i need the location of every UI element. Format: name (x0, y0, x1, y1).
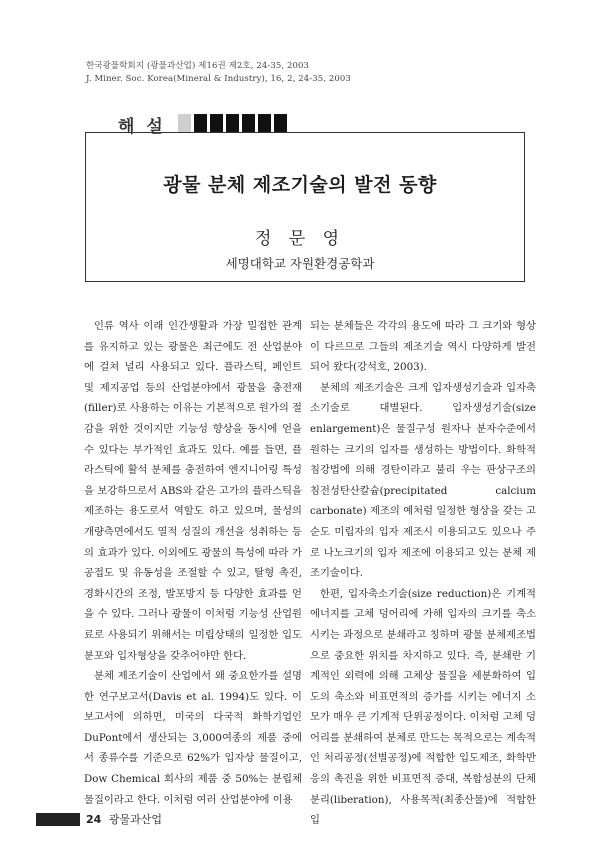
page-footer (86, 811, 162, 827)
paragraph: 인류 역사 이래 인간생활과 가장 밀접한 관계를 유지하고 있는 광물은 최근에도 전 산업분야에 걸쳐 널리 사용되고 있다. 플라스틱, 페인트 및 제지공업 등의 산업분야에서 광물을 충전재(filler)로 사용하는 이유는 기본적으로 원가의 절감을 위한 것이지만 기능성 향상을 동시에 얻을 수 있다는 부가적인 효과도 있다. 예를 들면, 플라스틱에 활석 분체를 충전하여 엔지니어링 특성을 보강하므로서 ABS와 같은 고가의 플라스틱을 제조하는 용도로서 역할도 하고 있으며, 물성의 개량측면에서도 열적 성질의 개선을 성취하는 등의 효과가 있다. 이외에도 광물의 특성에 따라 가공접도 및 유동성을 조절할 수 있고, 탈형 촉진, 경화시간의 조정, 발포방지 등 다양한 효과를 얻을 수 있다. 그러나 광물이 이처럼 기능성 산업원료로 사용되기 위해서는 미립상태의 일정한 입도분포와 입자형상을 갖추어야만 한다. (84, 320, 302, 662)
page-number: 24 (86, 813, 102, 826)
section-decoration (178, 114, 287, 132)
publication-name: 광물과산업 (108, 813, 162, 826)
journal-header (86, 60, 351, 86)
article-title: 광물 분체 제조기술의 발전 동향 (163, 174, 437, 196)
paragraph: 분체의 제조기술은 크게 입자생성기술과 입자축소기술로 대별된다. 입자생성기술(size enlargement)은 물질구성 원자나 분자수준에서 원하는 크기의 입자를 생성하는 방법이다. 화학적 침강법에 의해 경탄이라고 불리 우는 판상구조의 침전성탄산칼슘(precipitated calcium carbonate) 제조의 예처럼 일정한 형상을 갖는 고순도 미립자의 입자 제조시 이용되고도 있으나 주로 나노크기의 입자 제조에 이용되고 있는 분체 제조기술이다. (310, 381, 536, 580)
paragraph: 되는 분체들은 각각의 용도에 따라 그 크기와 형상이 다르므로 그들의 제조기술 역시 다양하게 발전되어 왔다(강석호, 2003). (310, 320, 536, 374)
journal-header-english: J. Miner. Soc. Korea(Mineral & Industry), 16, 2, 24-35, 2003 (86, 74, 351, 84)
section-tag: 해 설 (118, 117, 166, 137)
body-column-left (84, 316, 302, 810)
body-column-right (310, 316, 536, 831)
paragraph: 분체 제조기술이 산업에서 왜 중요한가를 설명한 연구보고서(Davis et al. 1994)도 있다. 이 보고서에 의하면, 미국의 다국적 화학기업인 DuPont에서 생산되는 3,000여종의 제품 중에서 종류수를 기준으로 62%가 입자상 물질이고, Dow Chemical 회사의 제품 중 50%는 분립체 물질이라고 한다. 이처럼 여러 산업분야에 이용 (84, 670, 302, 806)
journal-header-korean: 한국광물학회지 (광물과산업) 제16권 제2호, 24-35, 2003 (86, 61, 309, 71)
author-affiliation: 세명대학교 자원환경공학과 (225, 256, 375, 271)
footer-bar (36, 813, 80, 826)
author-name: 정 문 영 (254, 229, 346, 249)
paragraph: 한편, 입자축소기술(size reduction)은 기계적 에너지를 고체 덩어리에 가해 입자의 크기를 축소시키는 과정으로 분쇄라고 칭하며 광물 분체제조법으로 중요한 위치를 차지하고 있다. 즉, 분쇄란 기계적인 외력에 의해 고체상 물질을 세분화하여 입도의 축소와 비표면적의 증가를 시키는 에너지 소모가 매우 큰 기계적 단위공정이다. 이처럼 고체 덩어리를 분쇄하여 분체로 만드는 목적으로는 계속적인 처리공정(선별공정)에 적합한 입도제조, 화학반응의 촉진을 위한 비표면적 증대, 복합성분의 단체분리(liberation), 사용목적(최종산물)에 적합한 입 (310, 587, 536, 827)
